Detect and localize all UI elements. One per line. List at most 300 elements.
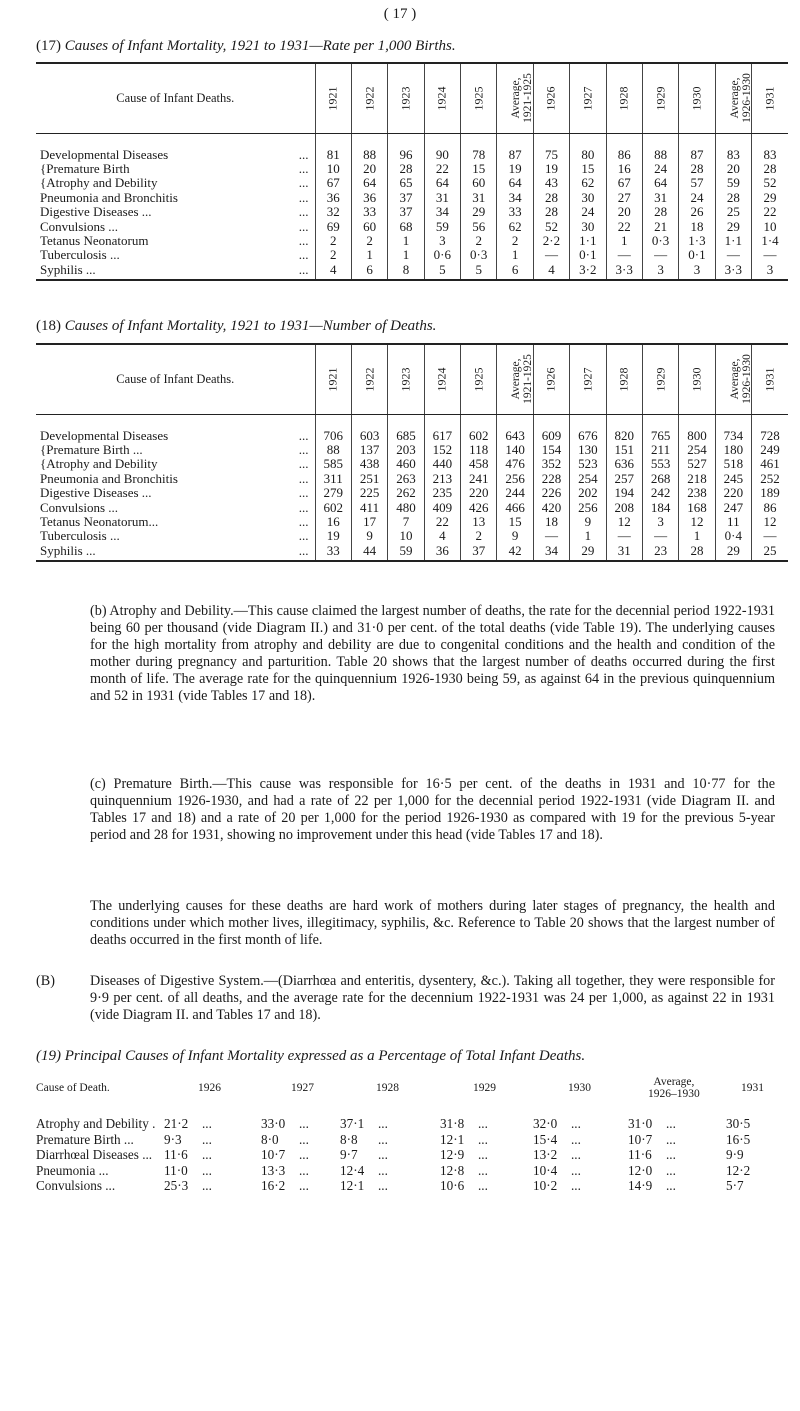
cell-value: 8·8 (340, 1131, 358, 1147)
cell-value: 15 (461, 162, 497, 176)
table18-col-header: 1931 (752, 344, 789, 414)
cell-value: 225 (351, 486, 387, 500)
cell-value: 75 (533, 148, 569, 162)
table18-col-header: 1926 (533, 344, 569, 414)
cell-value: 440 (424, 457, 460, 471)
cell-value: 151 (606, 443, 642, 457)
cell-value: — (642, 248, 678, 262)
row-cause: Tuberculosis ... ... (40, 247, 309, 263)
cell-value: 6 (351, 263, 387, 280)
row-cause: Digestive Diseases ... ... (40, 485, 309, 501)
section-label-b: (B) (36, 973, 55, 989)
cell-value: 438 (351, 457, 387, 471)
cell-value: 21·2 (164, 1116, 189, 1131)
row-cause: Atrophy and Debility . (36, 1116, 156, 1131)
cell-value: 28 (752, 162, 789, 176)
cell-value: 56 (461, 219, 497, 233)
cell-value: 466 (497, 500, 533, 514)
cell-value: 1·4 (752, 234, 789, 248)
cell-value: 3 (424, 234, 460, 248)
row-cause: Pneumonia and Bronchitis ... (40, 189, 309, 205)
cell-value: 245 (715, 472, 751, 486)
cell-value: 13 (461, 515, 497, 529)
table18-col-header: 1927 (570, 344, 606, 414)
cell-value: 24 (570, 205, 606, 219)
cell-value: 0·6 (424, 248, 460, 262)
table17-col-header: 1925 (461, 63, 497, 133)
cell-value: — (606, 248, 642, 262)
cell-value: 37 (388, 191, 424, 205)
cell-value: 3·2 (570, 263, 606, 280)
cell-value: 12·1 (340, 1178, 365, 1193)
cell-value: 1 (679, 529, 715, 543)
dot-leader: ... (378, 1147, 388, 1162)
cell-value: 10·6 (440, 1178, 465, 1193)
cell-value: 9 (497, 529, 533, 543)
table17-header-row (36, 63, 788, 133)
table19-col-header: 1928 (376, 1082, 399, 1094)
cell-value: 20 (715, 162, 751, 176)
table18-col-header: 1921 (315, 344, 351, 414)
table17-cause-header: Cause of Infant Deaths. (36, 63, 315, 133)
cell-value: 25·3 (164, 1178, 189, 1193)
paragraph-atrophy: (b) Atrophy and Debility.—This cause claimed the largest number of deaths, the rate for the decennial period 1922-1931 being 60 per thousand (vide Diagram II.) and 31·0 per cent. of the total deaths (vide Table 19). The underlying causes for the high mortality from atrophy and debility are due to congenital conditions and the health and condition of the mother during pregnancy and parturition. Table 20 shows that the largest number of deaths occurred during the first month of life. The average rate for the quinquennium 1926-1930 being 59, as against 64 in the previous quinquennium and 52 in 1931 (vide Tables 17 and 18). (90, 603, 775, 704)
cell-value: 685 (388, 429, 424, 443)
cell-value: 88 (315, 443, 351, 457)
cell-value: 11·0 (164, 1162, 188, 1178)
cell-value: — (715, 248, 751, 262)
cell-value: 37·1 (340, 1116, 365, 1131)
cell-value: 4 (315, 263, 351, 280)
cell-value: 28 (679, 162, 715, 176)
cell-value: 460 (388, 457, 424, 471)
cell-value: 86 (752, 500, 789, 514)
cell-value: 1 (351, 248, 387, 262)
row-cause: Developmental Diseases ... (40, 146, 309, 162)
cell-value: 10·4 (533, 1162, 558, 1178)
cell-value: 65 (388, 176, 424, 190)
table17-col-header: 1929 (642, 63, 678, 133)
cell-value: 1·3 (679, 234, 715, 248)
table17-col-header: Average, 1921-1925 (497, 63, 533, 133)
cell-value: 57 (679, 176, 715, 190)
cell-value: 249 (752, 443, 789, 457)
cell-value: — (642, 529, 678, 543)
cell-value: 59 (715, 176, 751, 190)
cell-value: 218 (679, 472, 715, 486)
table-row (36, 219, 788, 233)
cell-value: 235 (424, 486, 460, 500)
table-row (36, 148, 788, 162)
dot-leader: ... (202, 1131, 212, 1147)
cell-value: 22 (752, 205, 789, 219)
cell-value: 27 (606, 191, 642, 205)
cell-value: 11 (715, 515, 751, 529)
paragraph-premature-birth: (c) Premature Birth.—This cause was responsible for 16·5 per cent. of the deaths in 1931 and 10·77 for the quinquennium 1926-1930, and had a rate of 22 per 1,000 for the decennial period 1922-1931 (vide Diagram II. and Tables 17 and 18) and a rate of 20 per 1,000 for the period 1926-1930 as compared with 19 for the previous 5-year period and 28 for 1931, showing no improvement under this head (vide Tables 17 and 18). (90, 776, 775, 843)
cell-value: 12 (679, 515, 715, 529)
cell-value: 352 (533, 457, 569, 471)
row-cause: {Atrophy and Debility ... (40, 456, 309, 472)
cell-value: 29 (752, 191, 789, 205)
cell-value: 256 (497, 472, 533, 486)
cell-value: 26 (679, 205, 715, 219)
cell-value: 636 (606, 457, 642, 471)
cell-value: 168 (679, 500, 715, 514)
row-cause: Tetanus Neonatorum... ... (40, 514, 309, 530)
table17-title: Causes of Infant Mortality, 1921 to 1931—Rate per 1,000 Births. (64, 38, 456, 54)
table17-number: (17) (36, 38, 61, 54)
cell-value: 251 (351, 472, 387, 486)
cell-value: 13·2 (533, 1147, 558, 1162)
cell-value: 242 (642, 486, 678, 500)
cell-value: 0·1 (679, 248, 715, 262)
table18 (36, 343, 788, 562)
table-row (36, 248, 788, 262)
cell-value: 1 (497, 248, 533, 262)
cell-value: 16·2 (261, 1178, 286, 1193)
cell-value: 30 (570, 191, 606, 205)
cell-value: 64 (424, 176, 460, 190)
table17 (36, 62, 788, 281)
cell-value: 78 (461, 148, 497, 162)
cell-value: 137 (351, 443, 387, 457)
cell-value: 585 (315, 457, 351, 471)
row-cause: Convulsions ... (36, 1178, 116, 1193)
dot-leader: ... (378, 1178, 388, 1193)
cell-value: 36 (424, 544, 460, 561)
cell-value: 256 (570, 500, 606, 514)
table-row (36, 486, 788, 500)
cell-value: 0·4 (715, 529, 751, 543)
table18-cause-header: Cause of Infant Deaths. (36, 344, 315, 414)
cell-value: 527 (679, 457, 715, 471)
cell-value: 12·2 (726, 1162, 751, 1178)
cell-value: 52 (752, 176, 789, 190)
cell-value: 2 (497, 234, 533, 248)
row-cause: Digestive Diseases ... ... (40, 204, 309, 220)
cell-value: 20 (351, 162, 387, 176)
cell-value: 247 (715, 500, 751, 514)
cell-value: 14·9 (628, 1178, 653, 1193)
cell-value: 22 (424, 515, 460, 529)
cell-value: 5·7 (726, 1178, 744, 1193)
cell-value: 15 (570, 162, 606, 176)
table-row (36, 1163, 788, 1179)
cell-value: 2 (461, 529, 497, 543)
table17-col-header: 1926 (533, 63, 569, 133)
cell-value: 238 (679, 486, 715, 500)
dot-leader: ... (299, 1147, 309, 1162)
cell-value: 31 (424, 191, 460, 205)
table19-header-row (36, 1076, 788, 1116)
cell-value: 1·1 (715, 234, 751, 248)
cell-value: 34 (424, 205, 460, 219)
cell-value: 800 (679, 429, 715, 443)
row-cause: Diarrhœal Diseases ... (36, 1147, 153, 1162)
dot-leader: ... (666, 1131, 676, 1147)
cell-value: 18 (533, 515, 569, 529)
cell-value: 28 (642, 205, 678, 219)
dot-leader: ... (666, 1178, 676, 1193)
table-row (36, 205, 788, 219)
cell-value: 420 (533, 500, 569, 514)
cell-value: 553 (642, 457, 678, 471)
cell-value: 118 (461, 443, 497, 457)
cell-value: 19 (497, 162, 533, 176)
cell-value: 5 (461, 263, 497, 280)
cell-value: — (533, 248, 569, 262)
cell-value: 34 (533, 544, 569, 561)
row-cause: Pneumonia ... (36, 1162, 109, 1178)
cell-value: 34 (497, 191, 533, 205)
cell-value: 263 (388, 472, 424, 486)
cell-value: 12·9 (440, 1147, 465, 1162)
cell-value: 602 (315, 500, 351, 514)
table-row (36, 1116, 788, 1132)
cell-value: 29 (461, 205, 497, 219)
dot-leader: ... (299, 1178, 309, 1193)
cell-value: 8 (388, 263, 424, 280)
dot-leader: ... (571, 1147, 581, 1162)
table-row (36, 544, 788, 561)
cell-value: 33 (497, 205, 533, 219)
cell-value: 1·1 (570, 234, 606, 248)
dot-leader: ... (378, 1116, 388, 1131)
cell-value: 220 (461, 486, 497, 500)
cell-value: 706 (315, 429, 351, 443)
cell-value: 220 (715, 486, 751, 500)
table17-col-header: 1923 (388, 63, 424, 133)
cell-value: 30 (570, 219, 606, 233)
row-cause: Convulsions ... ... (40, 218, 309, 234)
cell-value: 1 (388, 234, 424, 248)
cell-value: 411 (351, 500, 387, 514)
table17-col-header: 1928 (606, 63, 642, 133)
table19-col-header: 1931 (741, 1082, 764, 1094)
cell-value: 28 (533, 205, 569, 219)
cell-value: 20 (606, 205, 642, 219)
cell-value: 62 (497, 219, 533, 233)
table-row (36, 1147, 788, 1163)
cell-value: 64 (497, 176, 533, 190)
dot-leader: ... (666, 1162, 676, 1178)
dot-leader: ... (666, 1116, 676, 1131)
cell-value: 19 (533, 162, 569, 176)
cell-value: 86 (606, 148, 642, 162)
row-cause: Convulsions ... ... (40, 499, 309, 515)
cell-value: 257 (606, 472, 642, 486)
cell-value: 10 (388, 529, 424, 543)
table-row (36, 529, 788, 543)
cell-value: 5 (424, 263, 460, 280)
cell-value: 29 (715, 219, 751, 233)
table17-col-header: 1924 (424, 63, 460, 133)
paragraph-digestive: Diseases of Digestive System.—(Diarrhœa and enteritis, dysentery, &c.). Taking all together, they were responsible for 9·9 per cent. of all deaths, and the average rate for the decennium 1922-1931 was 24 per 1,000, as against 22 in 1931 (vide Diagram II. and Tables 17 and 18). (90, 973, 775, 1023)
cell-value: 12 (752, 515, 789, 529)
cell-value: 4 (533, 263, 569, 280)
cell-value: 208 (606, 500, 642, 514)
cell-value: 461 (752, 457, 789, 471)
cell-value: 23 (642, 544, 678, 561)
cell-value: 9 (351, 529, 387, 543)
cell-value: 12·4 (340, 1162, 365, 1178)
cell-value: 12·1 (440, 1131, 465, 1147)
cell-value: 24 (642, 162, 678, 176)
dot-leader: ... (478, 1147, 488, 1162)
table-row (36, 515, 788, 529)
paragraph-underlying-causes: The underlying causes for these deaths are hard work of mothers during later stages of pregnancy, the health and conditions under which mother lives, illegitimacy, syphilis, &c. Reference to Table 20 shows that the largest number of deaths occurred in the first month of life. (90, 898, 775, 948)
cell-value: 1 (570, 529, 606, 543)
cell-value: 32 (315, 205, 351, 219)
table-row (36, 500, 788, 514)
table18-col-header: 1924 (424, 344, 460, 414)
cell-value: 25 (752, 544, 789, 561)
table-row (36, 429, 788, 443)
table18-col-header: Average, 1921-1925 (497, 344, 533, 414)
dot-leader: ... (299, 1116, 309, 1131)
cell-value: 59 (424, 219, 460, 233)
cell-value: 36 (315, 191, 351, 205)
cell-value: — (752, 529, 789, 543)
cell-value: 11·6 (164, 1147, 188, 1162)
cell-value: 25 (715, 205, 751, 219)
cell-value: 244 (497, 486, 533, 500)
cell-value: 28 (388, 162, 424, 176)
cell-value: 523 (570, 457, 606, 471)
cell-value: 16·5 (726, 1131, 751, 1147)
cell-value: 69 (315, 219, 351, 233)
cell-value: 617 (424, 429, 460, 443)
cell-value: 22 (606, 219, 642, 233)
table18-caption (36, 318, 436, 335)
cell-value: 83 (715, 148, 751, 162)
cell-value: 22 (424, 162, 460, 176)
cell-value: 262 (388, 486, 424, 500)
cell-value: 83 (752, 148, 789, 162)
cell-value: 9·3 (164, 1131, 182, 1147)
cell-value: 31 (461, 191, 497, 205)
table17-caption (36, 38, 456, 55)
cell-value: 476 (497, 457, 533, 471)
dot-leader: ... (571, 1162, 581, 1178)
cell-value: 3 (642, 263, 678, 280)
cell-value: 130 (570, 443, 606, 457)
cell-value: 88 (642, 148, 678, 162)
cell-value: 734 (715, 429, 751, 443)
cell-value: 12·0 (628, 1162, 653, 1178)
cell-value: 6 (497, 263, 533, 280)
dot-leader: ... (571, 1131, 581, 1147)
cell-value: 0·3 (461, 248, 497, 262)
cell-value: 518 (715, 457, 751, 471)
row-cause: Tuberculosis ... ... (40, 528, 309, 544)
row-cause: Tetanus Neonatorum ... (40, 233, 309, 249)
cell-value: 64 (642, 176, 678, 190)
cell-value: 13·3 (261, 1162, 286, 1178)
cell-value: 16 (606, 162, 642, 176)
cell-value: 31 (642, 191, 678, 205)
dot-leader: ... (666, 1147, 676, 1162)
cell-value: 67 (606, 176, 642, 190)
cell-value: 96 (388, 148, 424, 162)
cell-value: 194 (606, 486, 642, 500)
table18-col-header: 1930 (679, 344, 715, 414)
cell-value: 152 (424, 443, 460, 457)
row-cause: Pneumonia and Bronchitis ... (40, 470, 309, 486)
dot-leader: ... (571, 1178, 581, 1193)
table17-col-header: 1927 (570, 63, 606, 133)
cell-value: 12·8 (440, 1162, 465, 1178)
cell-value: 254 (679, 443, 715, 457)
table18-col-header: 1922 (351, 344, 387, 414)
cell-value: 1 (388, 248, 424, 262)
dot-leader: ... (378, 1131, 388, 1147)
cell-value: 189 (752, 486, 789, 500)
cell-value: 33·0 (261, 1116, 286, 1131)
table19-col-header: 1926 (198, 1082, 221, 1094)
cell-value: 241 (461, 472, 497, 486)
cell-value: 31·0 (628, 1116, 653, 1131)
cell-value: 42 (497, 544, 533, 561)
cell-value: 81 (315, 148, 351, 162)
cell-value: 311 (315, 472, 351, 486)
cell-value: 31·8 (440, 1116, 465, 1131)
cell-value: 3 (679, 263, 715, 280)
table19-col-header: Average, 1926–1930 (648, 1076, 700, 1100)
table18-header-row (36, 344, 788, 414)
table-row (36, 162, 788, 176)
cell-value: 28 (533, 191, 569, 205)
table19-col-header: 1929 (473, 1082, 496, 1094)
cell-value: 10 (315, 162, 351, 176)
cell-value: 28 (715, 191, 751, 205)
cell-value: 1 (606, 234, 642, 248)
cell-value: 226 (533, 486, 569, 500)
cell-value: 29 (715, 544, 751, 561)
table-row (36, 443, 788, 457)
cell-value: 202 (570, 486, 606, 500)
dot-leader: ... (202, 1178, 212, 1193)
cell-value: 409 (424, 500, 460, 514)
cell-value: 33 (351, 205, 387, 219)
table-row (36, 472, 788, 486)
cell-value: 820 (606, 429, 642, 443)
cell-value: 3 (752, 263, 789, 280)
page-number: ( 17 ) (383, 6, 417, 22)
cell-value: 0·1 (570, 248, 606, 262)
row-cause: Syphilis ... ... (36, 544, 315, 561)
cell-value: 140 (497, 443, 533, 457)
table-row (36, 263, 788, 280)
cell-value: 728 (752, 429, 789, 443)
cell-value: 28 (679, 544, 715, 561)
cell-value: 9·7 (340, 1147, 358, 1162)
row-cause: {Atrophy and Debility ... (40, 175, 309, 191)
dot-leader: ... (202, 1162, 212, 1178)
row-cause: {Premature Birth ... (40, 161, 309, 177)
cell-value: — (752, 248, 789, 262)
table17-col-header: 1921 (315, 63, 351, 133)
table-row (36, 176, 788, 190)
cell-value: 228 (533, 472, 569, 486)
cell-value: 52 (533, 219, 569, 233)
table17-col-header: 1922 (351, 63, 387, 133)
cell-value: 18 (679, 219, 715, 233)
cell-value: 9·9 (726, 1147, 744, 1162)
cell-value: 426 (461, 500, 497, 514)
cell-value: 59 (388, 544, 424, 561)
cell-value: 29 (570, 544, 606, 561)
